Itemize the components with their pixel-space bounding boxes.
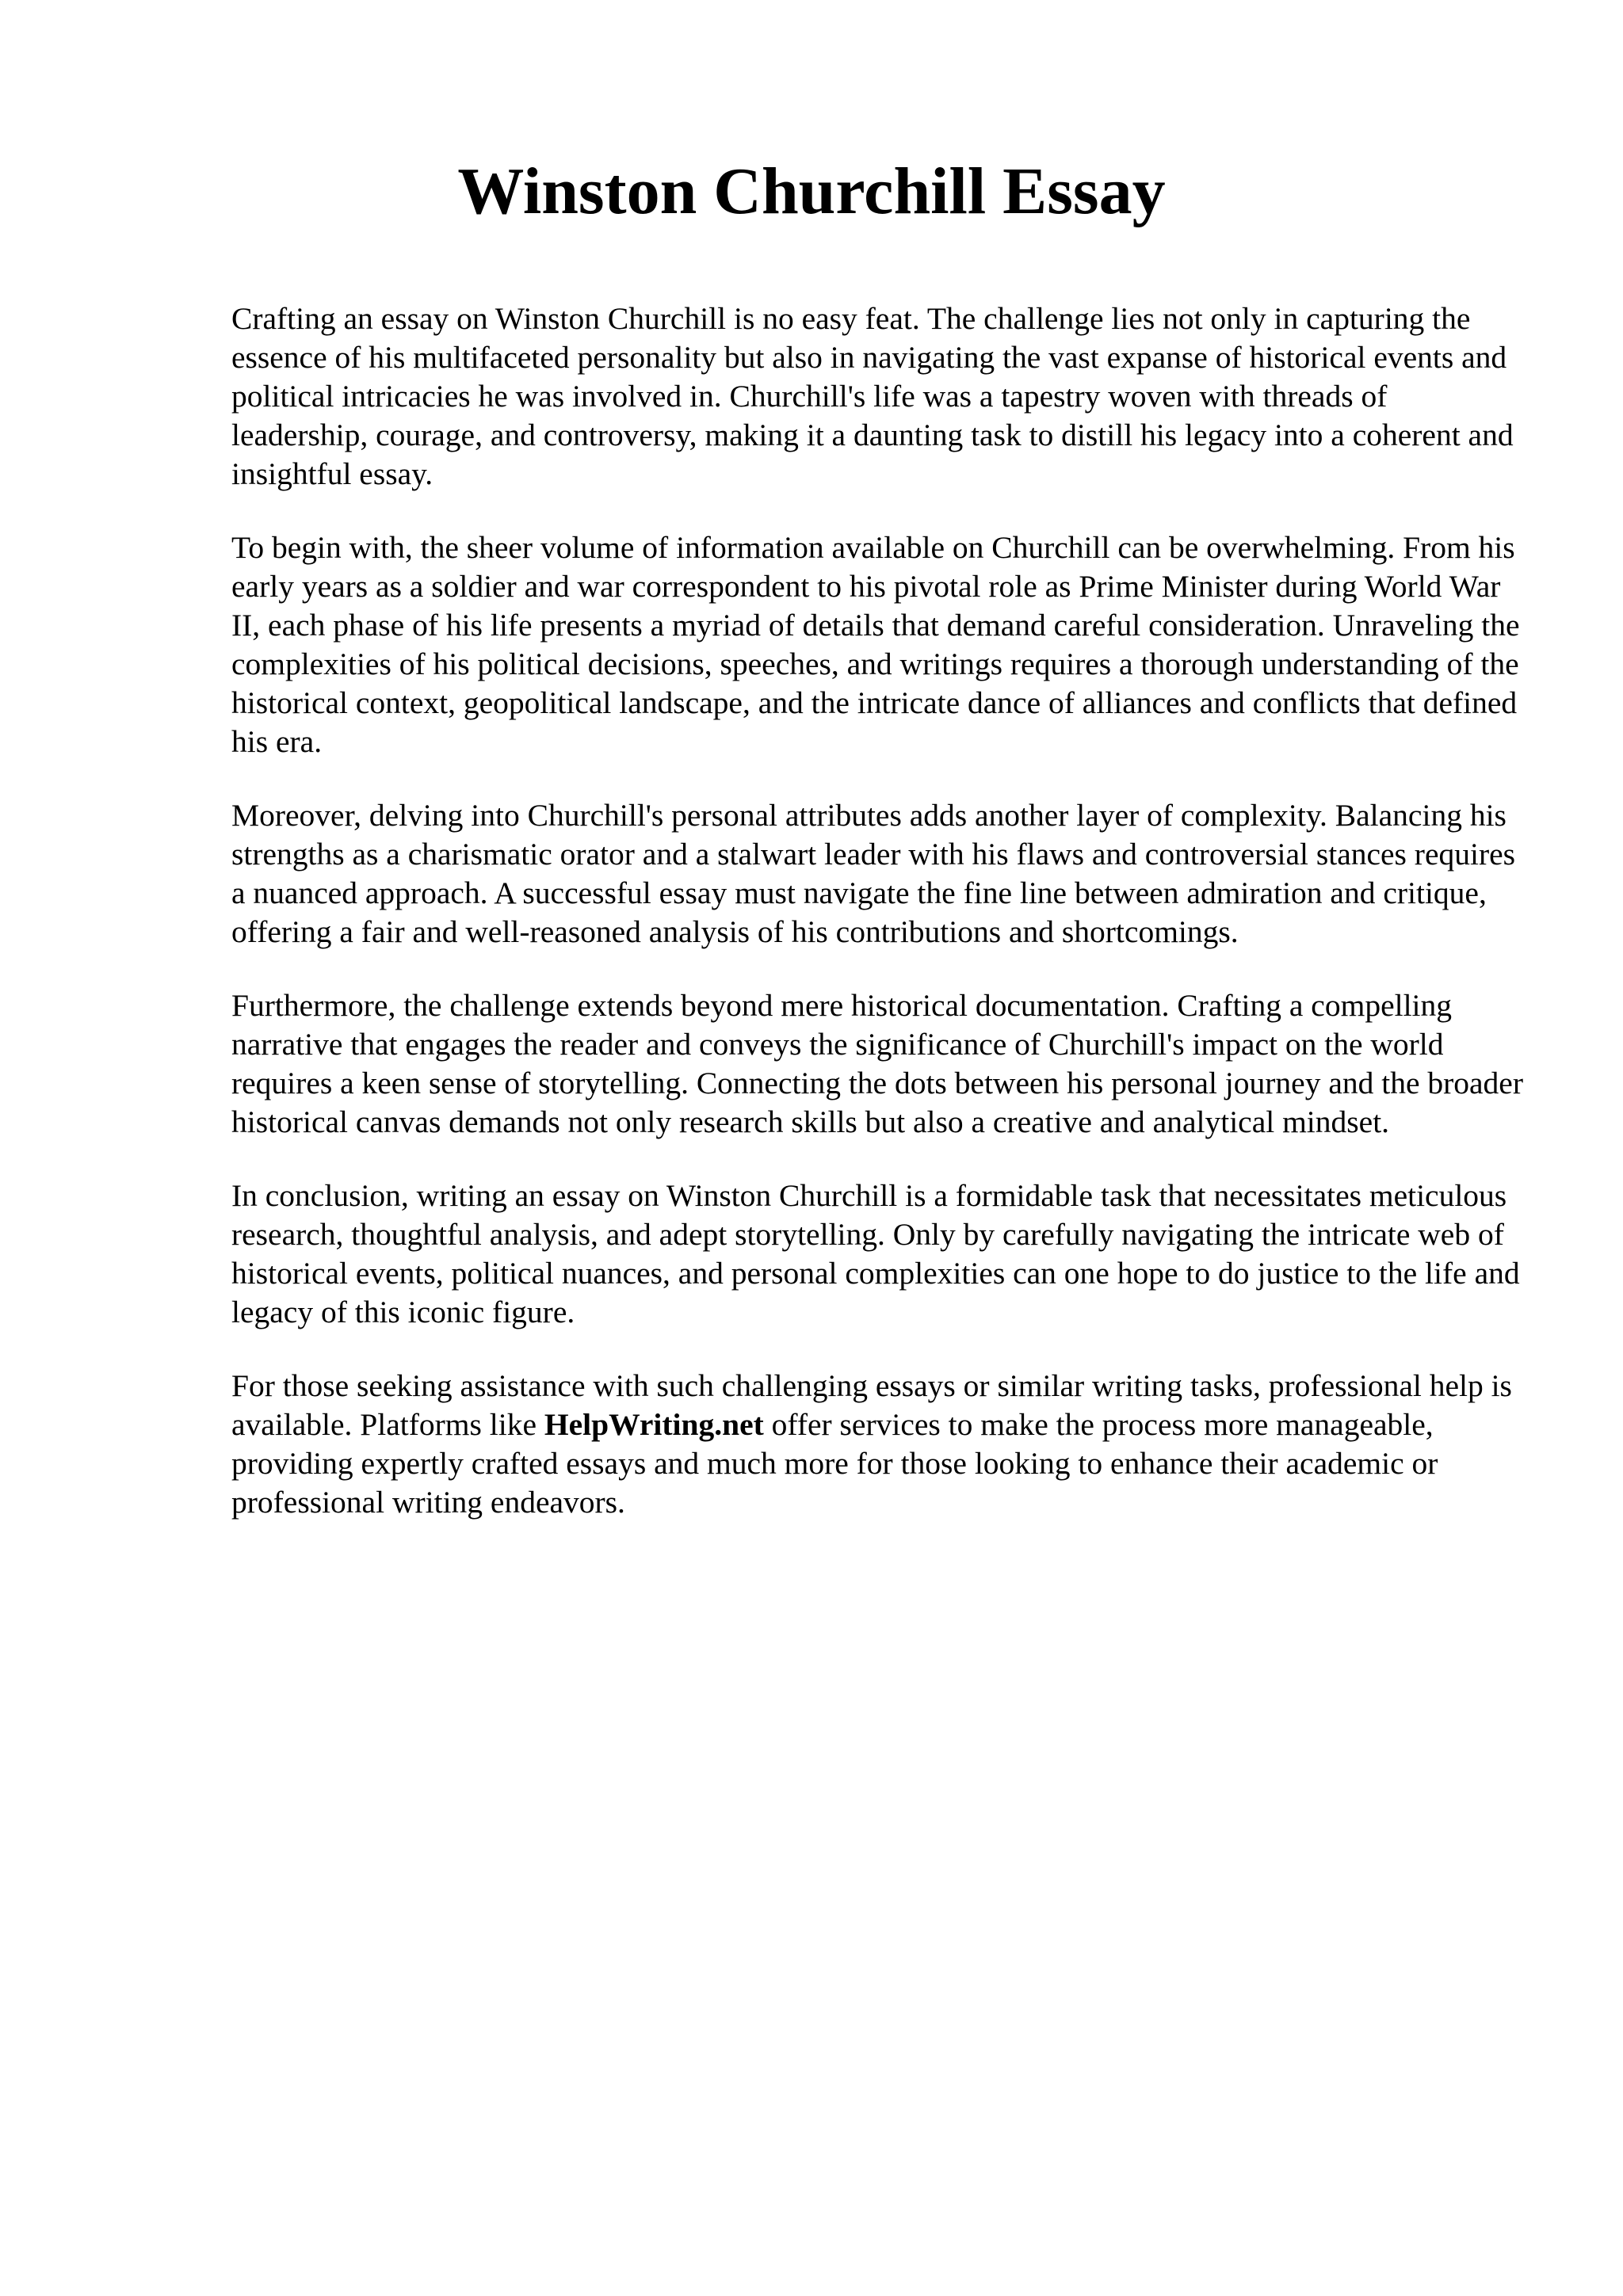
brand-name: HelpWriting.net [544, 1407, 764, 1442]
essay-body [231, 299, 1531, 1557]
paragraph-1: Crafting an essay on Winston Churchill is no easy feat. The challenge lies not only in capturing the essence of his multifaceted personality but also in navigating the vast expanse of historical events and political intricacies he was involved in. Churchill's life was a tapestry woven with threads of leadership, courage, and controversy, making it a daunting task to distill his legacy into a coherent and insightful essay. [231, 301, 1514, 491]
paragraph-2: To begin with, the sheer volume of information available on Churchill can be overwhelming. From his early years as a soldier and war correspondent to his pivotal role as Prime Minister during World War II, each phase of his life presents a myriad of details that demand careful consideration. Unraveling the complexities of his political decisions, speeches, and writings requires a thorough understanding of the historical context, geopolitical landscape, and the intricate dance of alliances and conflicts that defined his era. [231, 530, 1520, 759]
essay-title: Winston Churchill Essay [457, 154, 1166, 228]
paragraph-5: In conclusion, writing an essay on Winston Churchill is a formidable task that necessitates meticulous research, thoughtful analysis, and adept storytelling. Only by carefully navigating the intricate web of historical events, political nuances, and personal complexities can one hope to do justice to the life and legacy of this iconic figure. [231, 1178, 1520, 1329]
paragraph-4: Furthermore, the challenge extends beyond mere historical documentation. Crafting a compelling narrative that engages the reader and conveys the significance of Churchill's impact on the world requires a keen sense of storytelling. Connecting the dots between his personal journey and the broader historical canvas demands not only research skills but also a creative and analytical mindset. [231, 988, 1523, 1139]
closing-text-before: For those seeking assistance with such challenging essays or similar writing tasks, professional help is available. Platforms like [231, 1368, 1512, 1442]
closing-paragraph [231, 1367, 1531, 1522]
paragraph-3: Moreover, delving into Churchill's personal attributes adds another layer of complexity. Balancing his strengths as a charismatic orator and a stalwart leader with his flaws and controversial stances requires a nuanced approach. A successful essay must navigate the fine line between admiration and critique, offering a fair and well-reasoned analysis of his contributions and shortcomings. [231, 798, 1516, 949]
closing-text-after: offer services to make the process more manageable, providing expertly crafted essays and much more for those looking to enhance their academic or professional writing endeavors. [231, 1407, 1438, 1520]
